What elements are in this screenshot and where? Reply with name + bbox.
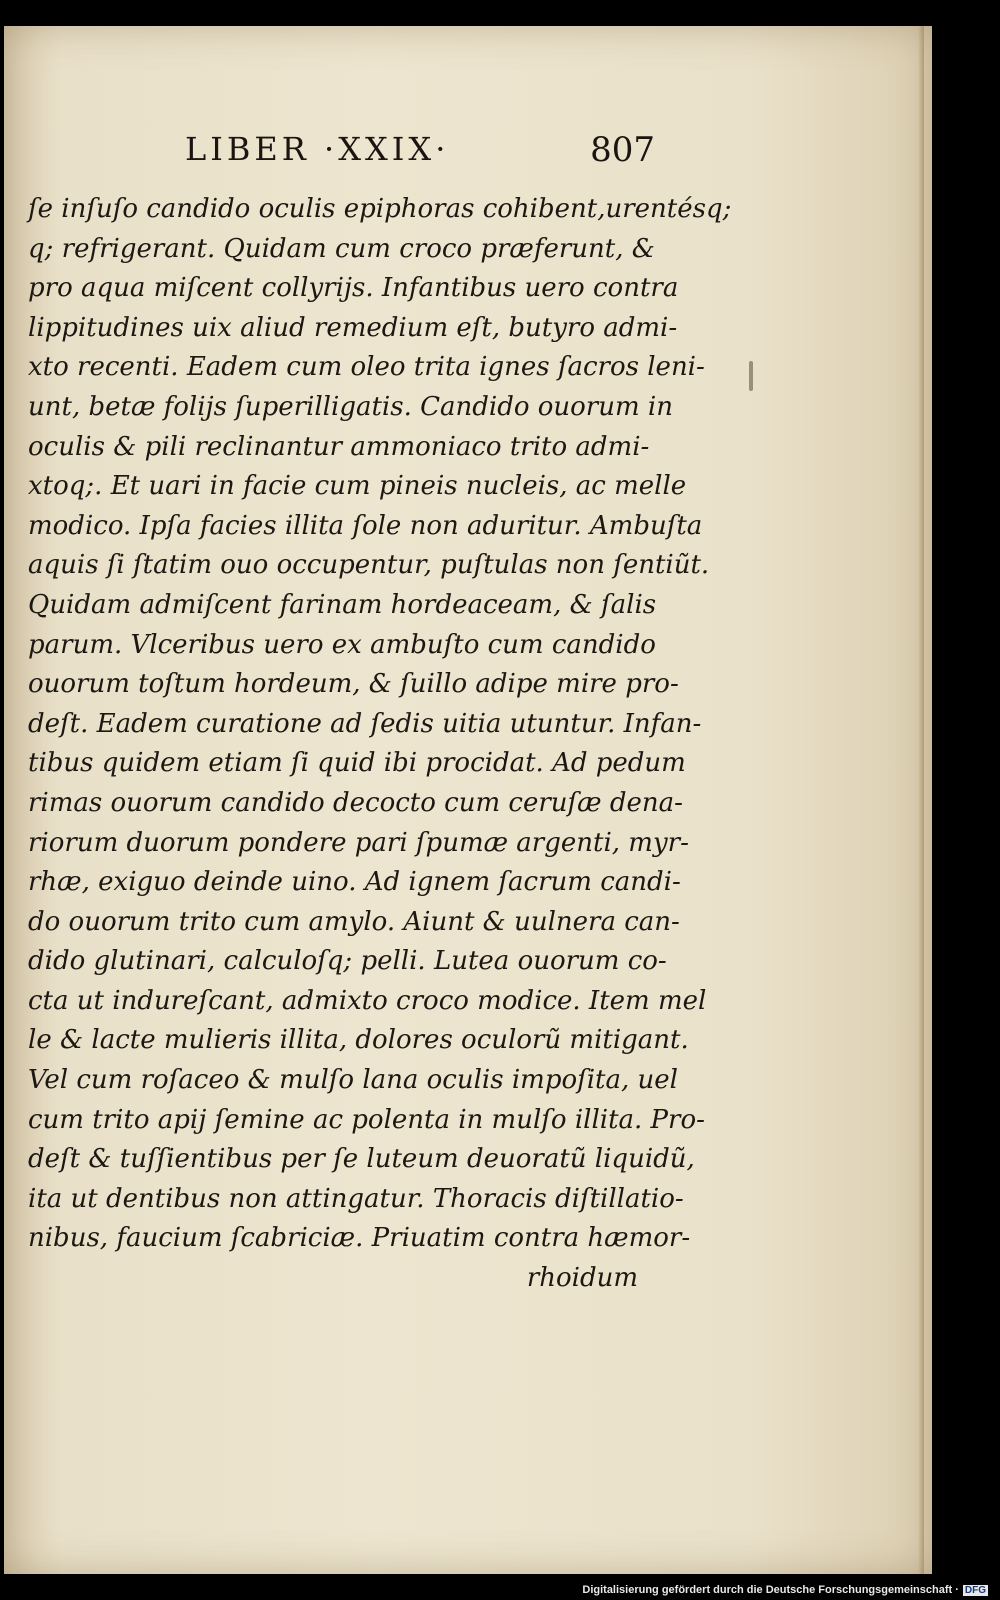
paper-stain xyxy=(749,361,753,391)
running-head xyxy=(185,130,655,176)
text-line: pro aqua miſcent collyrijs. Infantibus uero contra xyxy=(28,273,679,304)
text-line: rhæ, exiguo deinde uino. Ad ignem ſacrum candi- xyxy=(28,867,681,898)
text-line: modico. Ipſa facies illita ſole non aduritur. Ambuſta xyxy=(28,510,703,541)
book-number-heading: LIBER ·XXIX· xyxy=(185,130,450,168)
catchword: rhoidum xyxy=(526,1263,638,1294)
text-line: riorum duorum pondere pari ſpumæ argenti, myr- xyxy=(28,827,689,858)
text-line: nibus, faucium ſcabriciæ. Priuatim contra hæmor- xyxy=(28,1223,691,1254)
text-line: Quidam admiſcent farinam hordeaceam, & ſalis xyxy=(28,589,657,620)
text-line: lippitudines uix aliud remedium eſt, butyro admi- xyxy=(28,312,678,343)
text-line: rimas ouorum candido decocto cum ceruſæ dena- xyxy=(28,787,683,818)
text-line: ouorum toſtum hordeum, & ſuillo adipe mire pro- xyxy=(28,669,679,700)
funding-credit xyxy=(582,1584,988,1596)
text-line: do ouorum trito cum amylo. Aiunt & uulnera can- xyxy=(28,906,680,937)
page-edge-shadow xyxy=(918,26,924,1574)
dfg-logo-icon[interactable]: DFG xyxy=(964,1584,986,1596)
text-line: oculis & pili reclinantur ammoniaco trito admi- xyxy=(28,431,650,462)
text-line: unt, betæ folijs ſuperilligatis. Candido ouorum in xyxy=(28,391,673,422)
text-line: deſt & tuſſientibus per ſe luteum deuoratũ liquidũ, xyxy=(28,1144,695,1175)
text-line: ſe inſuſo candido oculis epiphoras cohibent,urentésq; xyxy=(28,194,732,224)
text-line: q; refrigerant. Quidam cum croco præferunt, & xyxy=(28,233,655,264)
text-line: aquis ſi ſtatim ouo occupentur, puſtulas non ſentiũt. xyxy=(28,550,710,581)
text-line: cta ut indureſcant, admixto croco modice. Item mel xyxy=(28,985,707,1016)
text-line: dido glutinari, calculoſq; pelli. Lutea ouorum co- xyxy=(28,946,667,977)
text-line: tibus quidem etiam ſi quid ibi procidat. Ad pedum xyxy=(28,748,686,779)
text-line: Vel cum roſaceo & mulſo lana oculis impoſita, uel xyxy=(28,1065,678,1096)
text-line: xto recenti. Eadem cum oleo trita ignes ſacros leni- xyxy=(28,352,705,383)
text-line: ita ut dentibus non attingatur. Thoracis diſtillatio- xyxy=(28,1183,684,1214)
digitization-footer xyxy=(0,1574,1000,1600)
funding-credit-text: Digitalisierung gefördert durch die Deutsche Forschungsgemeinschaft · xyxy=(582,1584,959,1596)
text-line: parum. Vlceribus uero ex ambuſto cum candido xyxy=(28,629,656,660)
text-line: cum trito apij ſemine ac polenta in mulſo illita. Pro- xyxy=(28,1104,705,1135)
text-line: xtoq;. Et uari in facie cum pineis nucleis, ac melle xyxy=(28,471,687,502)
text-line: deſt. Eadem curatione ad ſedis uitia utuntur. Infan- xyxy=(28,708,702,739)
page-number: 807 xyxy=(590,130,655,170)
text-line: le & lacte mulieris illita, dolores oculorũ mitigant. xyxy=(28,1025,689,1056)
body-text xyxy=(28,190,732,1299)
